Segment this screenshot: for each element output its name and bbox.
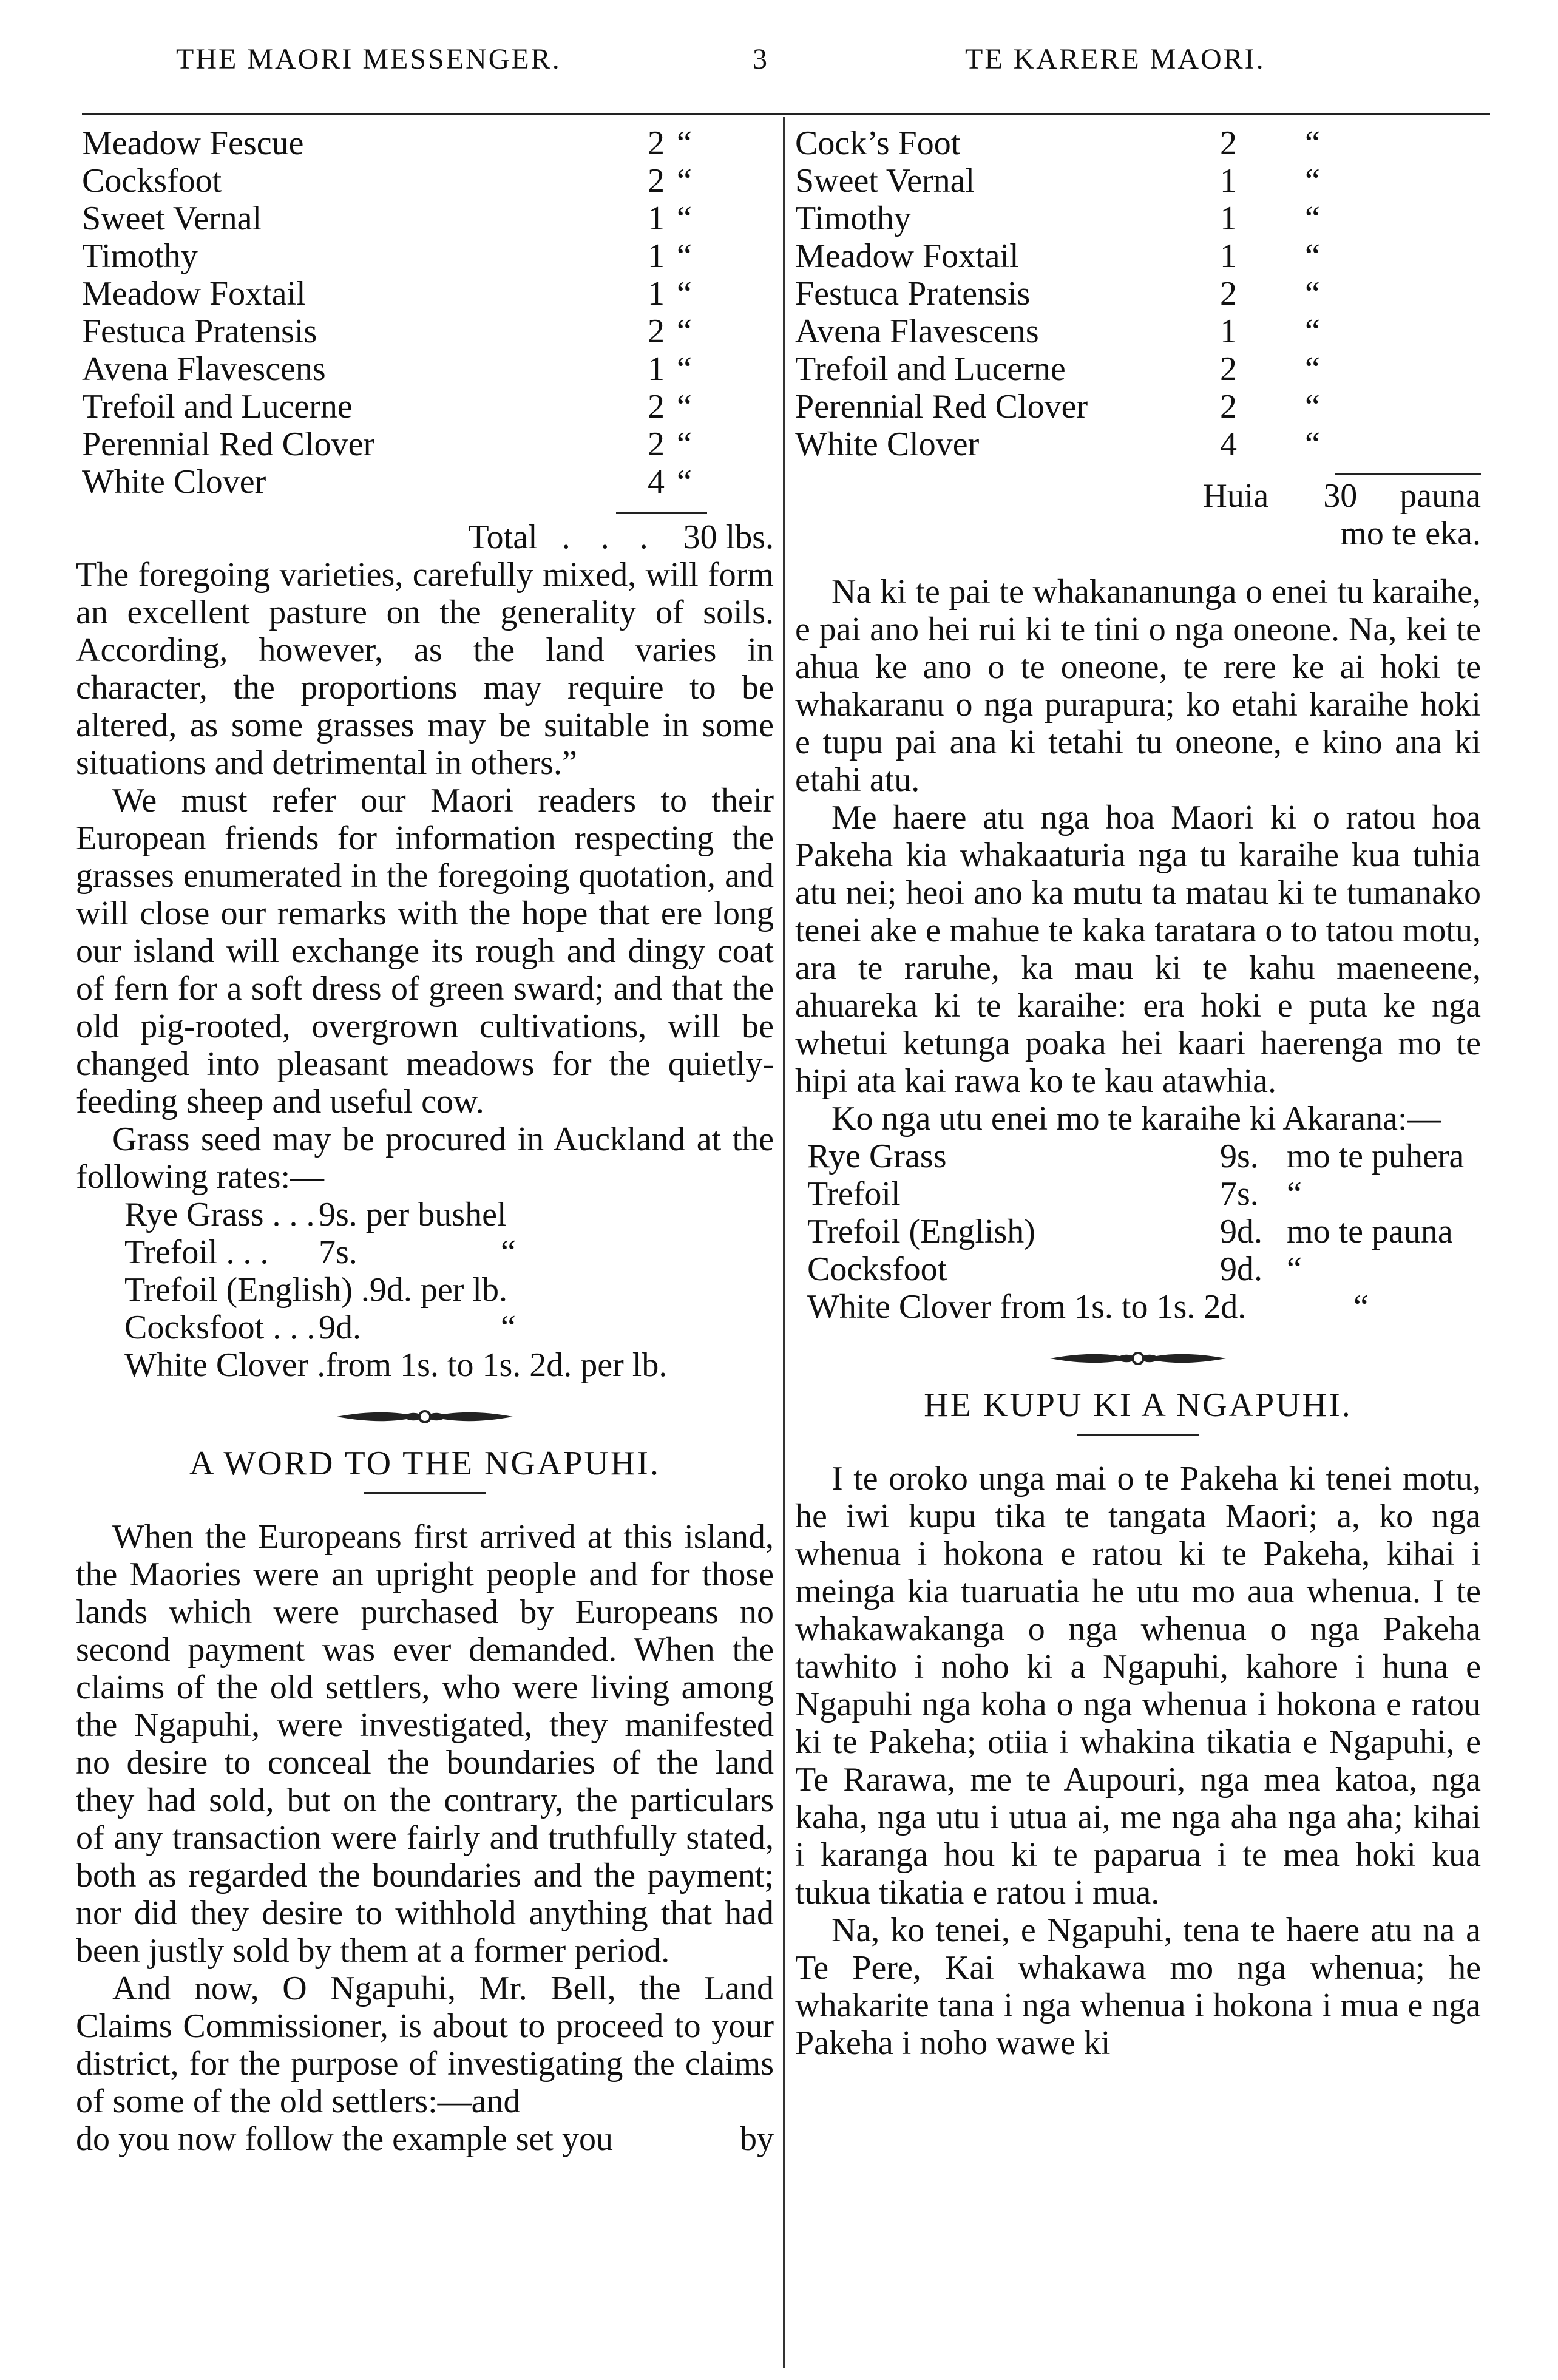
header-maori-title: TE KARERE MAORI. [965,43,1265,75]
ornament-icon [334,1405,516,1429]
list-item: Trefoil (English) 9d. mo te pauna [807,1213,1453,1250]
maori-column [795,124,1481,2062]
section-title: HE KUPU KI A NGAPUHI. [924,1386,1352,1424]
table-row: Meadow Fescue 2 “ [82,124,692,162]
grass-mix-table [795,124,1481,463]
total-row: Total . . . 30 lbs. [468,518,774,556]
table-row: White Clover 4 “ [795,425,1320,463]
paragraph: And now, O Ngapuhi, Mr. Bell, the Land Claims Commissioner, is about to proceed to your district, for the purpose of investigating the claims of some of the old settlers:—and [76,1970,774,2120]
table-row: Perennial Red Clover 2 “ [82,425,692,463]
ornament-divider [795,1346,1481,1371]
paragraph: The foregoing varieties, carefully mixed, will form an excellent pasture on the generality of soils. According, however, as the land varies in character, the proportions may require to be altered, as some grasses may be suitable in some situations and detrimental in others.” [76,556,774,782]
page-number: 3 [753,43,769,75]
paragraph: Ko nga utu enei mo te karaihe ki Akarana:— [831,1100,1441,1137]
table-row: Festuca Pratensis 2 “ [82,313,692,350]
ornament-divider [76,1405,774,1429]
section-rule [1077,1434,1199,1436]
table-row: Timothy 1 “ [795,200,1320,237]
table-row: Meadow Foxtail 1 “ [795,237,1320,275]
total-rule [616,512,707,514]
paragraph: Na, ko tenei, e Ngapuhi, tena te haere atu na a Te Pere, Kai whakawa mo nga whenua; he whakarite tana i nga whenua i hokona i mua e nga Pakeha i noho wawe ki [795,1911,1481,2062]
list-item: Trefoil . . . 7s. “ [124,1233,516,1271]
list-item: Cocksfoot . . . 9d. “ [124,1309,516,1346]
header-rule [82,113,1490,115]
paragraph: We must refer our Maori readers to their European friends for information respecting the grasses enumerated in the foregoing quotation, and will close our remarks with the hope that ere long our island will exchange its rough and dingy coat of fern for a soft dress of green sward; and that the old pig-rooted, overgrown cultivations, will be changed into pleasant meadows for the quietly-feeding sheep and useful cow. [76,782,774,1120]
section-rule [364,1492,486,1494]
table-row: Sweet Vernal 1 “ [82,200,692,237]
table-row: Cock’s Foot 2 “ [795,124,1320,162]
table-row: Perennial Red Clover 2 “ [795,388,1320,425]
list-item: White Clover . from 1s. to 1s. 2d. per lb. [124,1346,668,1384]
paragraph: Grass seed may be procured in Auckland at the following rates:— [76,1120,774,1196]
header-english-title: THE MAORI MESSENGER. [176,43,561,75]
paragraph: Na ki te pai te whakananunga o enei tu karaihe, e pai ano hei rui ki te tini o nga oneone. Na, kei te ahua ke ano o te oneone, te rere ke ai hoki te whakaranu o nga purapura; ko etahi karaihe hoki e tupu pai ana ki tetahi tu oneone, e kino ana ki etahi atu. [795,573,1481,799]
total-row: Huia 30 pauna [1202,477,1481,515]
list-item: Trefoil 7s. “ [807,1175,1302,1213]
table-row: Avena Flavescens 1 “ [795,313,1320,350]
total-rule [1335,473,1481,475]
table-row: Sweet Vernal 1 “ [795,162,1320,200]
table-row: White Clover 4 “ [82,463,692,501]
total-unit: mo te eka. [1340,515,1481,552]
table-row: Trefoil and Lucerne 2 “ [795,350,1320,388]
section-title: A WORD TO THE NGAPUHI. [189,1445,660,1482]
paragraph: Me haere atu nga hoa Maori ki o ratou hoa Pakeha kia whakaaturia nga tu karaihe kua tuhia atu nei; heoi ano ka mutu ta matau ki te tumanako tenei ake e mahue te kaka taratara o to tatou motu, ara te raruhe, ka mau ki te kahu maeneene, ahuareka ki te karaihe: era hoki e puta ke nga whetui ketunga poaka hei kaari haerenga mo te hipi ata kai rawa ko te kau atawhia. [795,799,1481,1100]
table-row: Trefoil and Lucerne 2 “ [82,388,692,425]
list-item: Cocksfoot 9d. “ [807,1250,1302,1288]
grass-mix-table [76,124,774,501]
table-row: Meadow Foxtail 1 “ [82,275,692,313]
ornament-icon [1047,1346,1229,1371]
paragraph: When the Europeans first arrived at this island, the Maories were an upright people and for those lands which were purchased by Europeans no second payment was ever demanded. When the claims of the old settlers, who were living among the Ngapuhi, were investigated, they manifested no desire to conceal the boundaries of the land they had sold, but on the contrary, the particulars of any transaction were fairly and truthfully stated, both as regarded the boundaries and the payment; nor did they desire to withhold anything that had been justly sold by them at a former period. [76,1518,774,1970]
table-row: Avena Flavescens 1 “ [82,350,692,388]
list-item: Rye Grass 9s. mo te puhera [807,1137,1465,1175]
english-column [76,124,774,2158]
list-item: White Clover from 1s. to 1s. 2d. “ [807,1288,1369,1326]
paragraph: I te oroko unga mai o te Pakeha ki tenei motu, he iwi kupu tika te tangata Maori; a, ko nga whenua i hokona e ratou ki te Pakeha, kihai i meinga kia tuaruatia he utu mo aua whenua. I te whakawakanga o nga whenua o nga Pakeha tawhito i noho ki a Ngapuhi, kahore i huna e Ngapuhi nga koha o nga whenua i hokona e ratou ki te Pakeha; otiia i whakina tikatia e Ngapuhi, e Te Rarawa, me te Aupouri, nga mea katoa, nga kaha, nga utu i utua ai, me nga aha nga aha; kihai i karanga hou ki te paparua i te mea hoki kua tukua tikatia e ratou i mua. [795,1460,1481,1911]
table-row: Cocksfoot 2 “ [82,162,692,200]
seed-price-list [795,1137,1481,1326]
last-line: do you now follow the example set you by [76,2120,774,2158]
list-item: Trefoil (English) . 9d. per lb. [124,1271,507,1309]
column-divider [783,117,785,2368]
total-value: 30 lbs. [683,518,774,556]
table-row: Timothy 1 “ [82,237,692,275]
table-row: Festuca Pratensis 2 “ [795,275,1320,313]
page-header [73,42,1485,91]
seed-price-list [76,1196,774,1384]
list-item: Rye Grass . . . 9s. per bushel [124,1196,507,1233]
